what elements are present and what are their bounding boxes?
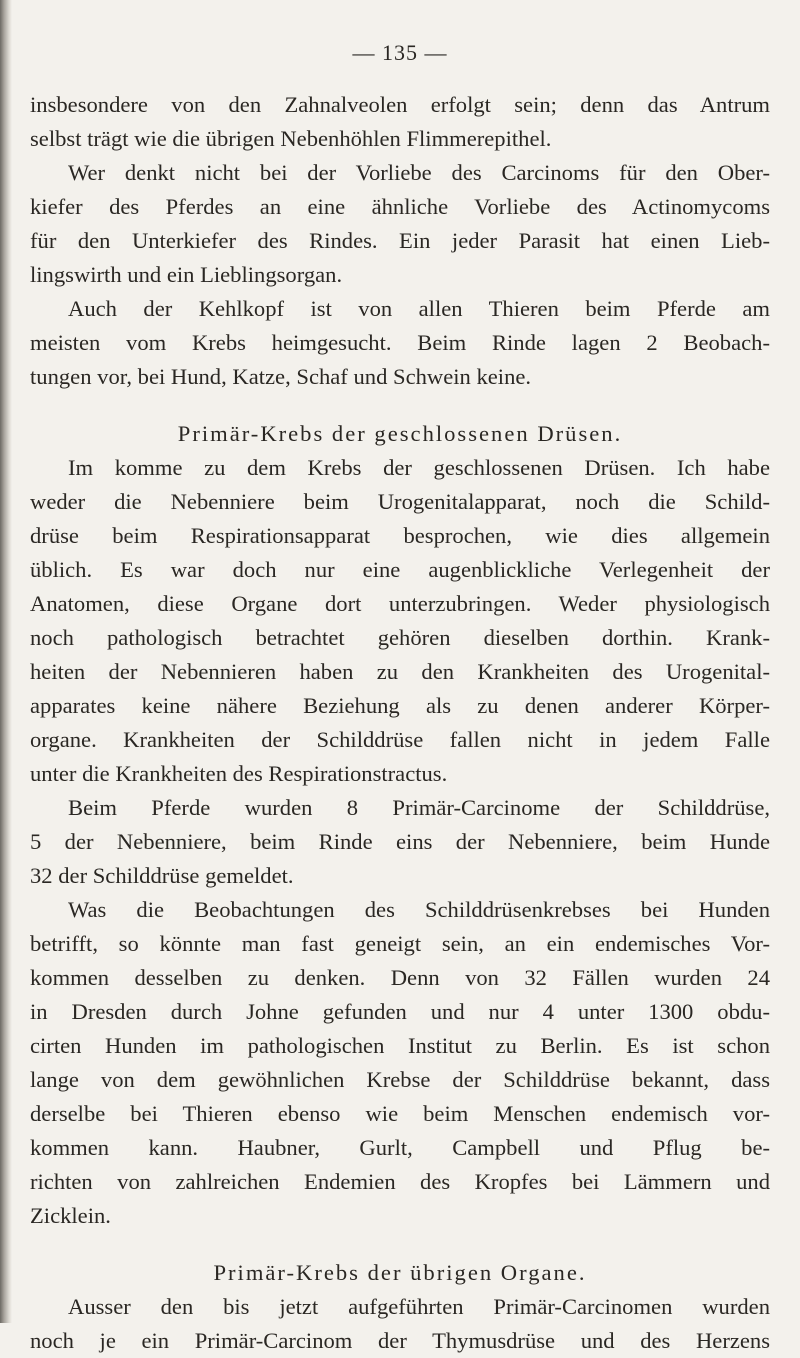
text-line: unter die Krankheiten des Respirationstractus. — [30, 761, 448, 786]
book-spine-shadow — [0, 0, 12, 1323]
text-line: heiten der Nebennieren haben zu den Krankheiten des Urogenital- — [30, 659, 770, 684]
text-line: für den Unterkiefer des Rindes. Ein jeder Parasit hat einen Lieb- — [30, 228, 770, 253]
text-line: Anatomen, diese Organe dort unterzubringen. Weder physiologisch — [30, 591, 770, 616]
section-heading: Primär-Krebs der übrigen Organe. — [213, 1260, 587, 1285]
text-line: selbst trägt wie die übrigen Nebenhöhlen Flimmerepithel. — [30, 126, 552, 151]
text-line: betrifft, so könnte man fast geneigt sein, an ein endemisches Vor- — [30, 931, 770, 956]
text-line: tungen vor, bei Hund, Katze, Schaf und Schwein keine. — [30, 364, 532, 389]
body-text — [30, 88, 770, 1358]
text-line: apparates keine nähere Beziehung als zu denen anderer Körper- — [30, 693, 770, 718]
text-line: kommen desselben zu denken. Denn von 32 Fällen wurden 24 — [30, 965, 770, 990]
section-heading: Primär-Krebs der geschlossenen Drüsen. — [177, 421, 623, 446]
text-line: Auch der Kehlkopf ist von allen Thieren beim Pferde am — [68, 296, 770, 321]
text-line: organe. Krankheiten der Schilddrüse fallen nicht in jedem Falle — [30, 727, 770, 752]
page-number: — 135 — — [352, 40, 448, 65]
text-line: 5 der Nebenniere, beim Rinde eins der Nebenniere, beim Hunde — [30, 829, 770, 854]
text-line: insbesondere von den Zahnalveolen erfolgt sein; denn das Antrum — [30, 92, 770, 117]
text-line: Beim Pferde wurden 8 Primär-Carcinome der Schilddrüse, — [68, 795, 770, 820]
text-line: noch pathologisch betrachtet gehören dieselben dorthin. Krank- — [30, 625, 770, 650]
text-line: lingswirth und ein Lieblingsorgan. — [30, 262, 343, 287]
text-line: richten von zahlreichen Endemien des Kropfes bei Lämmern und — [30, 1169, 770, 1194]
text-line: in Dresden durch Johne gefunden und nur 4 unter 1300 obdu- — [30, 999, 770, 1024]
text-line: Wer denkt nicht bei der Vorliebe des Carcinoms für den Ober- — [68, 160, 770, 185]
text-line: üblich. Es war doch nur eine augenblickliche Verlegenheit der — [30, 557, 770, 582]
text-line: drüse beim Respirationsapparat besprochen, wie dies allgemein — [30, 523, 770, 548]
text-line: Was die Beobachtungen des Schilddrüsenkrebses bei Hunden — [68, 897, 770, 922]
text-line: Ausser den bis jetzt aufgeführten Primär-Carcinomen wurden — [68, 1294, 770, 1319]
text-line: Im komme zu dem Krebs der geschlossenen Drüsen. Ich habe — [68, 455, 770, 480]
text-line: meisten vom Krebs heimgesucht. Beim Rinde lagen 2 Beobach- — [30, 330, 770, 355]
text-line: kommen kann. Haubner, Gurlt, Campbell und Pflug be- — [30, 1135, 770, 1160]
text-line: derselbe bei Thieren ebenso wie beim Menschen endemisch vor- — [30, 1101, 770, 1126]
text-line: kiefer des Pferdes an eine ähnliche Vorliebe des Actinomycoms — [30, 194, 770, 219]
text-line: weder die Nebenniere beim Urogenitalapparat, noch die Schild- — [30, 489, 770, 514]
text-line: Zicklein. — [30, 1203, 111, 1228]
text-line: noch je ein Primär-Carcinom der Thymusdrüse und des Herzens — [30, 1328, 770, 1353]
text-line: 32 der Schilddrüse gemeldet. — [30, 863, 294, 888]
text-line: lange von dem gewöhnlichen Krebse der Schilddrüse bekannt, dass — [30, 1067, 770, 1092]
text-line: cirten Hunden im pathologischen Institut zu Berlin. Es ist schon — [30, 1033, 770, 1058]
